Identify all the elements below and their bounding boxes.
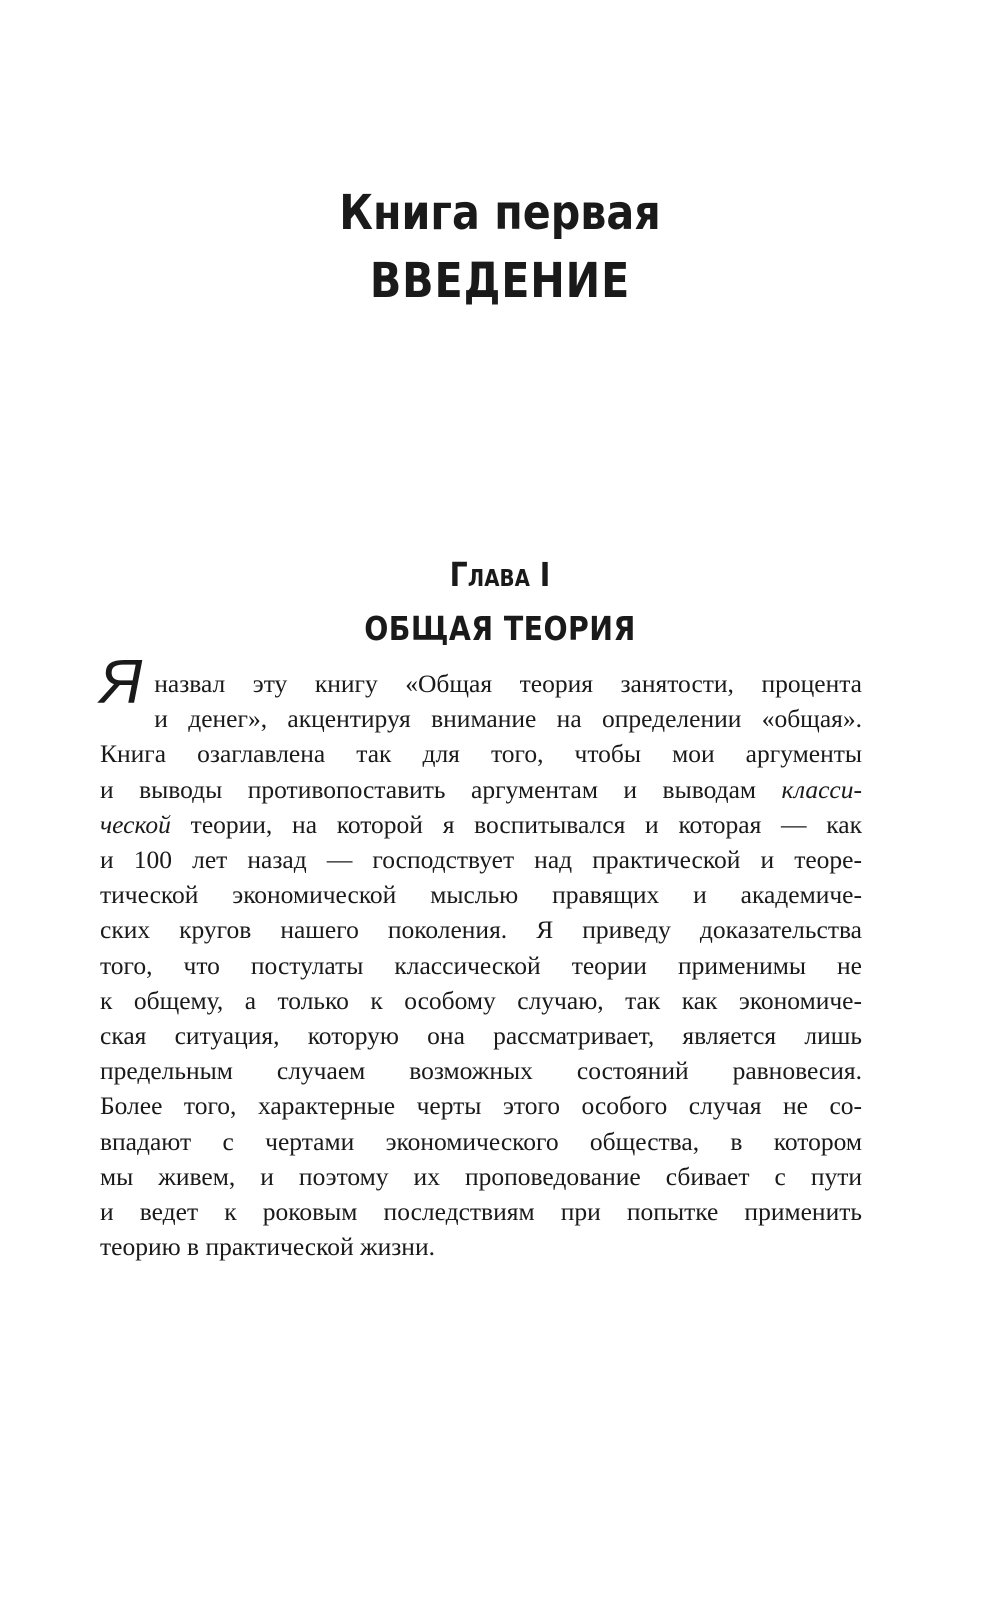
text-line: к общему, а только к особому случаю, так как экономиче-	[100, 985, 862, 1015]
book-heading	[70, 178, 930, 314]
text-line-with-italic	[100, 772, 862, 807]
text-line-with-italic	[100, 807, 862, 842]
italic-term: ческой	[100, 809, 171, 839]
text-line: того, что постулаты классической теории применимы не	[100, 950, 862, 980]
text-line: впадают с чертами экономического общества, в котором	[100, 1126, 862, 1156]
text-line: назвал эту книгу «Общая теория занятости, процента	[154, 669, 862, 698]
text-line: предельным случаем возможных состояний равновесия.	[100, 1056, 862, 1086]
text-line: и ведет к роковым последствиям при попытке применить	[100, 1197, 862, 1227]
chapter-label: Глава I	[449, 555, 551, 594]
text-segment: и выводы противопоставить аргументам и выводам	[100, 774, 757, 804]
text-line: мы живем, и поэтому их проповедование сбивает с пути	[100, 1161, 862, 1191]
text-line: Книга озаглавлена так для того, чтобы мои аргументы	[100, 739, 862, 769]
drop-cap: Я	[100, 648, 143, 717]
book-subtitle: ВВЕДЕНИЕ	[369, 253, 631, 309]
chapter-heading	[70, 548, 930, 656]
text-line: ская ситуация, которую она рассматривает, является лишь	[100, 1021, 862, 1051]
book-title: Книга первая	[339, 185, 661, 241]
text-line: и денег», акцентируя внимание на определении «общая».	[154, 704, 862, 734]
text-line: и 100 лет назад — господствует над практической и теоре-	[100, 845, 862, 875]
chapter-title: ОБЩАЯ ТЕОРИЯ	[364, 609, 636, 648]
text-line: ских кругов нашего поколения. Я приведу доказательства	[100, 915, 862, 945]
text-segment: теории, на которой я воспитывался и которая — как	[190, 809, 863, 839]
text-line: Более того, характерные черты этого особого случая не со-	[100, 1091, 862, 1121]
text-line-last: теорию в практической жизни.	[100, 1232, 435, 1262]
body-paragraph	[100, 650, 862, 1264]
text-line: тической экономической мыслью правящих и академиче-	[100, 880, 862, 910]
italic-term: класси-	[781, 774, 862, 804]
